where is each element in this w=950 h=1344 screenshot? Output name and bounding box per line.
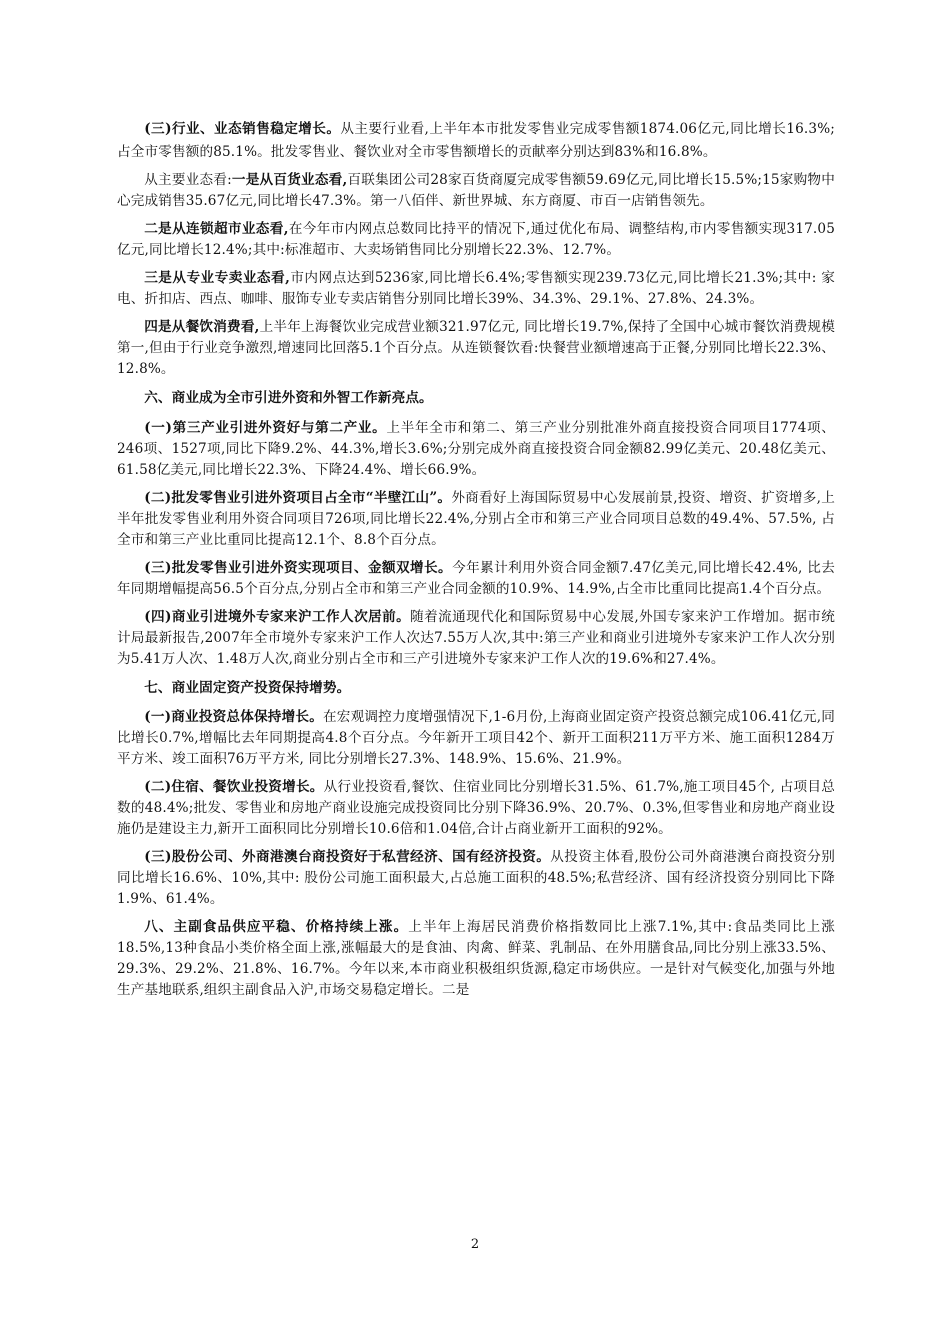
paragraph-text: 上半年上海餐饮业完成营业额321.97亿元, 同比增长19.7%,保持了全国中心城市餐饮消费规模第一,但由于行业竞争激烈,增速同比回落5.1个百分点。从连锁餐饮看:快餐营业额增速高于正餐,分别同比增长22.3%、12.8%。 — [117, 319, 835, 377]
paragraph-department-store — [117, 170, 835, 212]
paragraph-text: 上半年全市和第二、第三产业分别批准外商直接投资合同项目1774项、246项、1527项,同比下降9.2%、44.3%,增长3.6%;分别完成外商直接投资合同金额82.99亿美元、20.48亿美元、61.58亿美元,同比增长22.3%、下降24.4%、增长66.9%。 — [117, 419, 835, 478]
paragraph-specialty-store — [117, 268, 835, 310]
paragraph-lead: 二是从连锁超市业态看, — [144, 221, 289, 237]
paragraph-text: 随着流通现代化和国际贸易中心发展,外国专家来沪工作增加。据市统计局最新报告,2007年全市境外专家来沪工作人次达7.55万人次,其中:第三产业和商业引进境外专家来沪工作人次分别为5.41万人次、1.48万人次,商业分别占全市和三产引进境外专家来沪工作人次的19.6%和27.4%。 — [117, 608, 835, 667]
paragraph-foreign-experts — [117, 607, 835, 670]
paragraph-wholesale-retail-share — [117, 488, 835, 551]
paragraph-lead: (二)住宿、餐饮业投资增长。 — [144, 779, 324, 795]
paragraph-lead: 八、主副食品供应平稳、价格持续上涨。 — [144, 919, 409, 935]
paragraph-text: 在今年市内网点总数同比持平的情况下,通过优化布局、调整结构,市内零售额实现317.05亿元,同比增长12.4%;其中:标准超市、大卖场销售同比分别增长22.3%、12.7%。 — [117, 221, 835, 258]
section-heading-6: 六、商业成为全市引进外资和外智工作新亮点。 — [144, 390, 433, 406]
paragraph-food-supply-prices — [117, 917, 835, 1001]
paragraph-catering — [117, 317, 835, 380]
paragraph-lead: (三)批发零售业引进外资实现项目、金额双增长。 — [144, 559, 453, 576]
page-number: 2 — [470, 1237, 480, 1252]
paragraph-wholesale-retail-growth — [117, 558, 835, 600]
paragraph-lead: (三)行业、业态销售稳定增长。 — [144, 121, 341, 137]
paragraph-lead: 四是从餐饮消费看, — [144, 319, 260, 335]
paragraph-text: 在宏观调控力度增强情况下,1-6月份,上海商业固定资产投资总额完成106.41亿元,同比增长0.7%,增幅比去年同期提高4.8个百分点。今年新开工项目42个、新开工面积211万平方米、施工面积1284万平方米、竣工面积76万平方米, 同比分别增长27.3%、148.9%、15.6%、21.9%。 — [117, 709, 835, 767]
paragraph-lead: (四)商业引进境外专家来沪工作人次居前。 — [144, 608, 411, 625]
paragraph-text: 外商看好上海国际贸易中心发展前景,投资、增资、扩资增多,上半年批发零售业利用外资合同项目726项,同比增长22.4%,分别占全市和第三产业合同项目总数的49.4%、57.5%, 占全市和第三产业比重同比提高12.1个、8.8个百分点。 — [117, 489, 835, 548]
paragraph-lead: 一是从百货业态看, — [231, 172, 348, 188]
paragraph-intro: 从主要业态看: — [144, 172, 232, 188]
paragraph-tertiary-foreign-investment — [117, 418, 835, 481]
paragraph-investment-by-ownership — [117, 847, 835, 910]
document-body — [117, 118, 835, 1008]
paragraph-text: 今年累计利用外资合同金额7.47亿美元,同比增长42.4%, 比去年同期增幅提高56.5个百分点,分别占全市和第三产业合同金额的10.9%、14.9%,占全市比重同比提高1.4个百分点。 — [117, 559, 835, 597]
paragraph-total-investment — [117, 707, 835, 770]
paragraph-chain-supermarket — [117, 219, 835, 261]
paragraph-lead: (一)第三产业引进外资好与第二产业。 — [144, 419, 387, 436]
paragraph-text: 百联集团公司28家百货商厦完成零售额59.69亿元,同比增长15.5%;15家购物中心完成销售35.67亿元,同比增长47.3%。第一八佰伴、新世界城、东方商厦、市百一店销售领先。 — [117, 172, 835, 209]
paragraph-text: 上半年上海居民消费价格指数同比上涨7.1%,其中:食品类同比上涨18.5%,13种食品小类价格全面上涨,涨幅最大的是食油、肉禽、鲜菜、乳制品、在外用膳食品,同比分别上涨33.5%、29.3%、29.2%、21.8%、16.7%。今年以来,本市商业积极组织货源,稳定市场供应。一是针对气候变化,加强与外地生产基地联系,组织主副食品入沪,市场交易稳定增长。二是 — [117, 919, 836, 998]
paragraph-text: 从投资主体看,股份公司外商港澳台商投资分别同比增长16.6%、10%,其中: 股份公司施工面积最大,占总施工面积的48.5%;私营经济、国有经济投资分别同比下降1.9%、61.4%。 — [117, 849, 835, 907]
paragraph-text: 从主要行业看,上半年本市批发零售业完成零售额1874.06亿元,同比增长16.3%; 占全市零售额的85.1%。批发零售业、餐饮业对全市零售额增长的贡献率分别达到83%和16.8%。 — [117, 121, 835, 160]
paragraph-lead: (三)股份公司、外商港澳台商投资好于私营经济、国有经济投资。 — [144, 849, 551, 865]
paragraph-text: 市内网点达到5236家,同比增长6.4%;零售额实现239.73亿元,同比增长21.3%;其中: 家电、折扣店、西点、咖啡、服饰专业专卖店销售分别同比增长39%、34.3%、29.1%、27.8%、24.3%。 — [117, 270, 835, 307]
section-heading-7: 七、商业固定资产投资保持增势。 — [144, 679, 351, 696]
paragraph-text: 从行业投资看,餐饮、住宿业同比分别增长31.5%、61.7%,施工项目45个, 占项目总数的48.4%;批发、零售业和房地产商业设施完成投资同比分别下降36.9%、20.7%、0.3%,但零售业和房地产商业设施仍是建设主力,新开工面积同比分别增长10.6倍和1.04倍,合计占商业新开工面积的92%。 — [117, 779, 835, 837]
paragraph-lodging-catering-investment — [117, 777, 835, 840]
paragraph-industry-sales — [117, 118, 835, 163]
paragraph-lead: (二)批发零售业引进外资项目占全市“半壁江山”。 — [144, 489, 452, 506]
paragraph-lead: 三是从专业专卖业态看, — [144, 270, 290, 286]
paragraph-lead: (一)商业投资总体保持增长。 — [144, 709, 323, 725]
